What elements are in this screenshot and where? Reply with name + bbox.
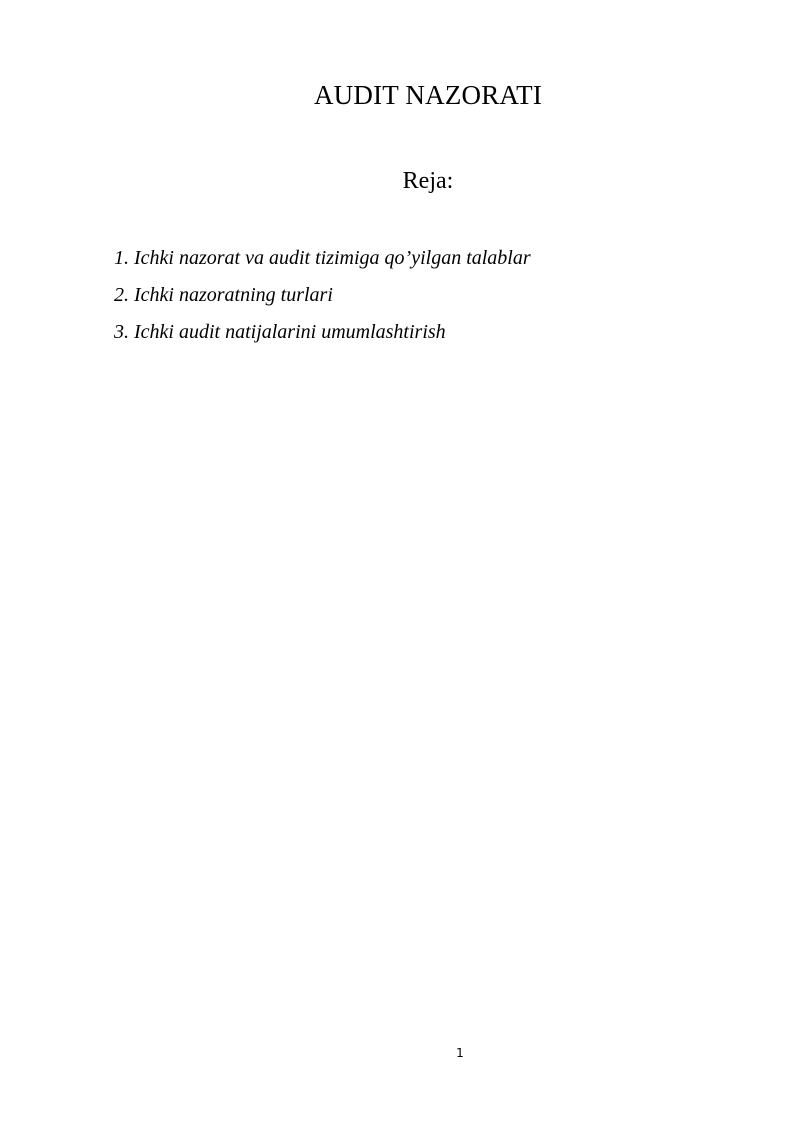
plan-item-2: 2. Ichki nazoratning turlari <box>114 284 333 306</box>
plan-item-3: 3. Ichki audit natijalarini umumlashtirish <box>114 321 446 343</box>
plan-heading: Reja: <box>402 168 454 194</box>
plan-list <box>114 240 531 351</box>
plan-item-1: 1. Ichki nazorat va audit tizimiga qo’yilgan talablar <box>114 247 531 269</box>
page-number: 1 <box>456 1046 464 1060</box>
document-title: AUDIT NAZORATI <box>313 80 543 110</box>
